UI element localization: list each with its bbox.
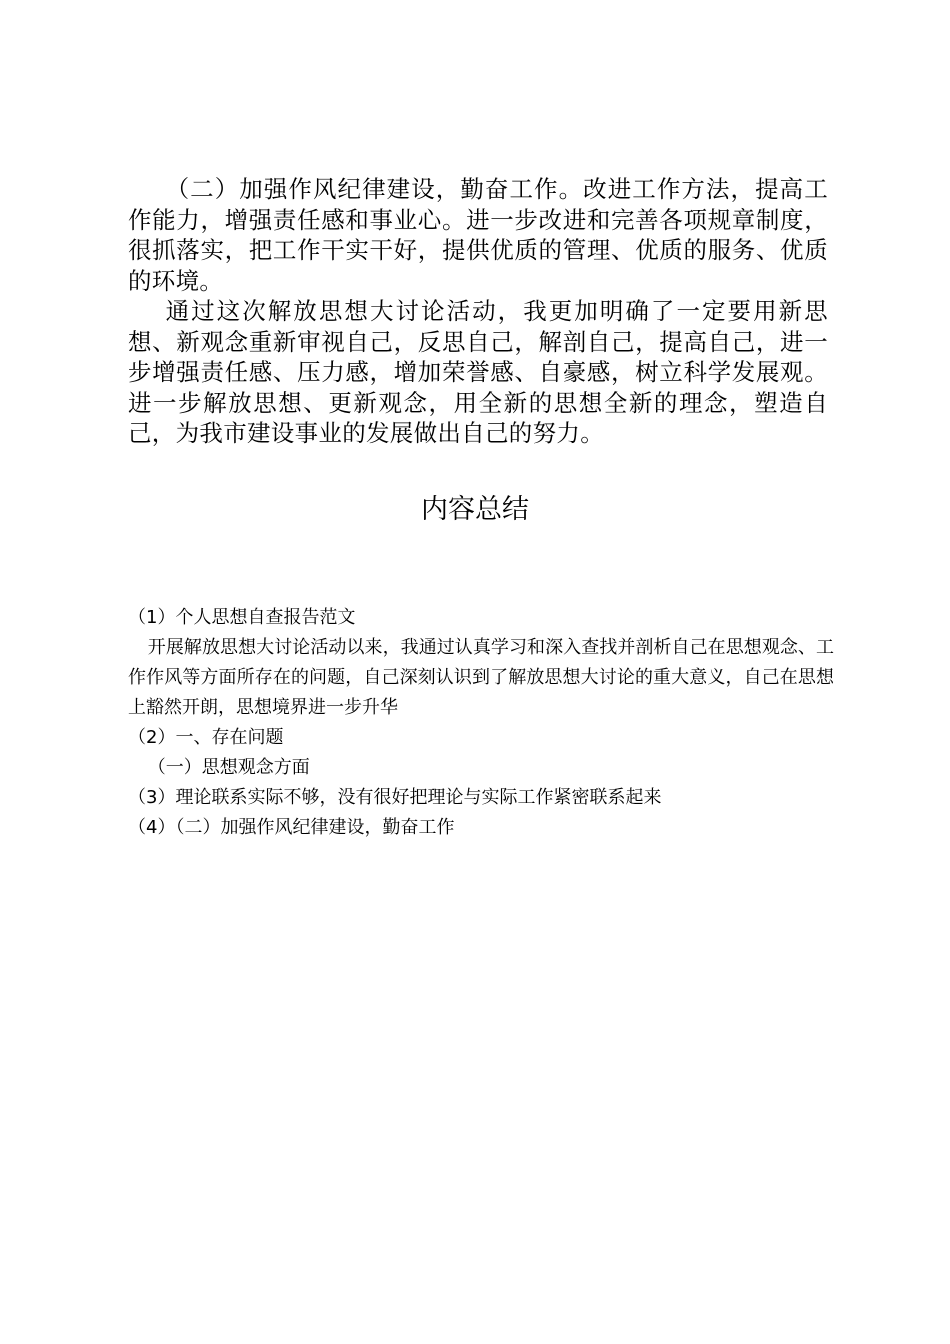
summary-title: 内容总结 xyxy=(421,494,529,525)
summary-item-2-sub: （一）思想观念方面 xyxy=(147,757,310,778)
body-text xyxy=(128,174,828,449)
paragraph-discipline: （二）加强作风纪律建设，勤奋工作。改进工作方法，提高工作能力，增强责任感和事业心。进一步改进和完善各项规章制度，很抓落实，把工作干实干好，提供优质的管理、优质的服务、优质的环境。 xyxy=(128,175,828,295)
summary-item-4: （4）（二）加强作风纪律建设，勤奋工作 xyxy=(128,817,455,838)
summary-item-1-heading: （1）个人思想自查报告范文 xyxy=(128,607,356,628)
paragraph-conclusion: 通过这次解放思想大讨论活动，我更加明确了一定要用新思想、新观念重新审视自己，反思自己，解剖自己，提高自己，进一步增强责任感、压力感，增加荣誉感、自豪感，树立科学发展观。进一步解放思想、更新观念，用全新的思想全新的理念，塑造自己，为我市建设事业的发展做出自己的努力。 xyxy=(128,297,828,447)
summary-list xyxy=(128,603,834,843)
summary-item-1-text: 开展解放思想大讨论活动以来，我通过认真学习和深入查找并剖析自己在思想观念、工作作风等方面所存在的问题，自己深刻认识到了解放思想大讨论的重大意义，自己在思想上豁然开朗，思想境界进一步升华 xyxy=(128,637,834,718)
summary-item-3: （3）理论联系实际不够，没有很好把理论与实际工作紧密联系起来 xyxy=(128,787,662,808)
summary-item-2-heading: （2）一、存在问题 xyxy=(128,727,284,748)
